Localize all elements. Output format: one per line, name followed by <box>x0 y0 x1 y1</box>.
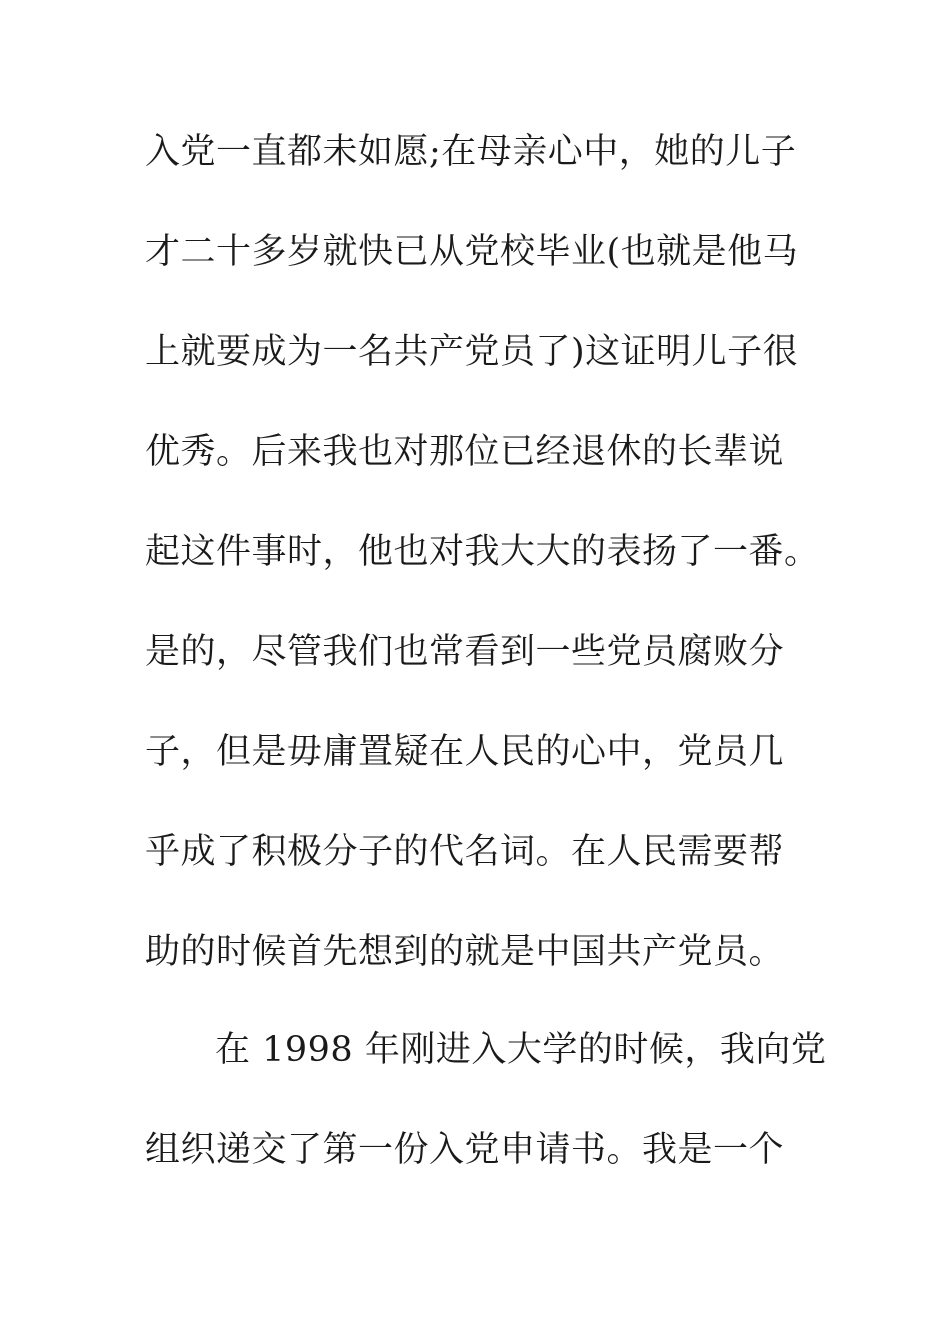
text-line: 才二十多岁就快已从党校毕业(也就是他马 <box>145 232 799 272</box>
text-line: 起这件事时，他也对我大大的表扬了一番。 <box>145 532 820 572</box>
text-line: 子，但是毋庸置疑在人民的心中，党员几 <box>145 732 785 772</box>
text-line: 助的时候首先想到的就是中国共产党员。 <box>145 932 785 972</box>
text-line: 入党一直都未如愿;在母亲心中，她的儿子 <box>145 132 797 172</box>
paragraph-first-line: 在 1998 年刚进入大学的时候，我向党 <box>215 1030 827 1070</box>
text-line: 乎成了积极分子的代名词。在人民需要帮 <box>145 832 785 872</box>
text-line: 组织递交了第一份入党申请书。我是一个 <box>145 1130 785 1170</box>
text-line: 上就要成为一名共产党员了)这证明儿子很 <box>145 332 799 372</box>
text-line: 优秀。后来我也对那位已经退休的长辈说 <box>145 432 785 472</box>
text-line: 是的，尽管我们也常看到一些党员腐败分 <box>145 632 785 672</box>
